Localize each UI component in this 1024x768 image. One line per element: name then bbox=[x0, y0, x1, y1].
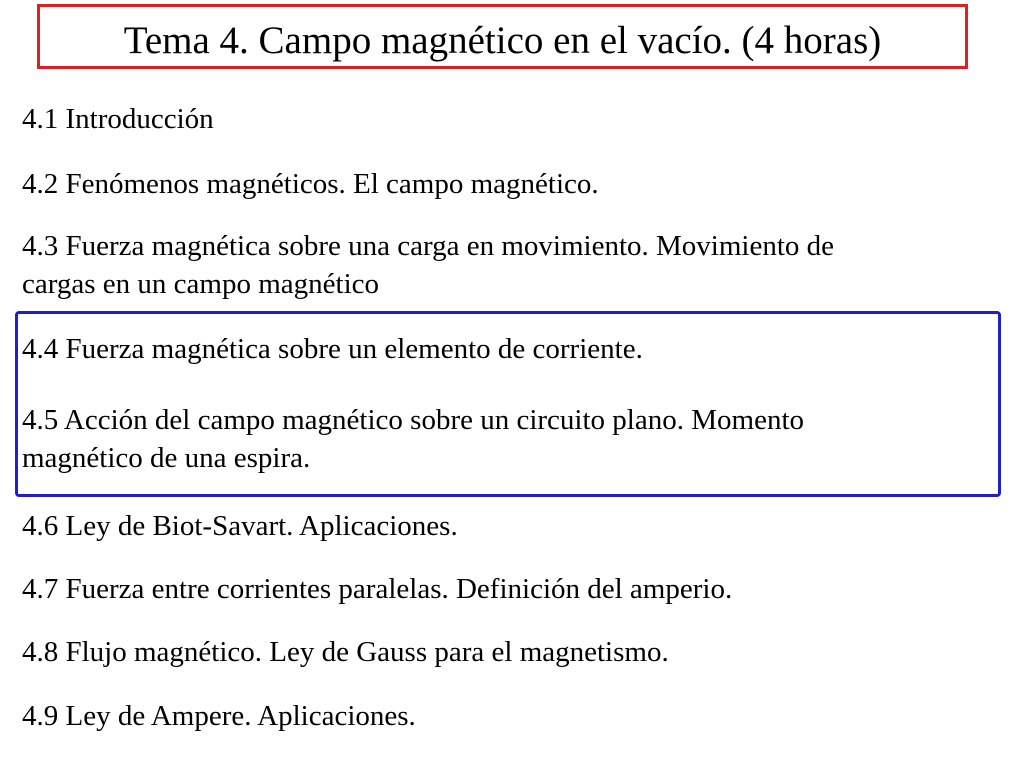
item-4-7 bbox=[22, 570, 1002, 608]
item-4-8-text: 4.8 Flujo magnético. Ley de Gauss para el magnetismo. bbox=[22, 636, 669, 668]
item-4-3 bbox=[22, 227, 1002, 303]
item-4-3-line-1: 4.3 Fuerza magnética sobre una carga en movimiento. Movimiento de bbox=[22, 230, 835, 262]
item-4-3-line-2: cargas en un campo magnético bbox=[22, 268, 379, 300]
item-4-5 bbox=[22, 401, 1002, 477]
item-4-2-text: 4.2 Fenómenos magnéticos. El campo magnético. bbox=[22, 168, 599, 200]
item-4-4 bbox=[22, 330, 1002, 368]
item-4-9-text: 4.9 Ley de Ampere. Aplicaciones. bbox=[22, 700, 416, 732]
item-4-9 bbox=[22, 697, 1002, 735]
item-4-2 bbox=[22, 165, 1002, 203]
slide-title: Tema 4. Campo magnético en el vacío. (4 horas) bbox=[123, 19, 882, 62]
item-4-1-text: 4.1 Introducción bbox=[22, 103, 214, 135]
item-4-7-text: 4.7 Fuerza entre corrientes paralelas. Definición del amperio. bbox=[22, 573, 733, 605]
item-4-1 bbox=[22, 100, 1002, 138]
item-4-5-line-2: magnético de una espira. bbox=[22, 442, 311, 474]
item-4-6-text: 4.6 Ley de Biot-Savart. Aplicaciones. bbox=[22, 510, 458, 542]
item-4-8 bbox=[22, 633, 1002, 671]
title-box bbox=[37, 4, 968, 69]
item-4-6 bbox=[22, 507, 1002, 545]
item-4-4-text: 4.4 Fuerza magnética sobre un elemento de corriente. bbox=[22, 333, 643, 365]
item-4-5-line-1: 4.5 Acción del campo magnético sobre un circuito plano. Momento bbox=[22, 404, 804, 436]
